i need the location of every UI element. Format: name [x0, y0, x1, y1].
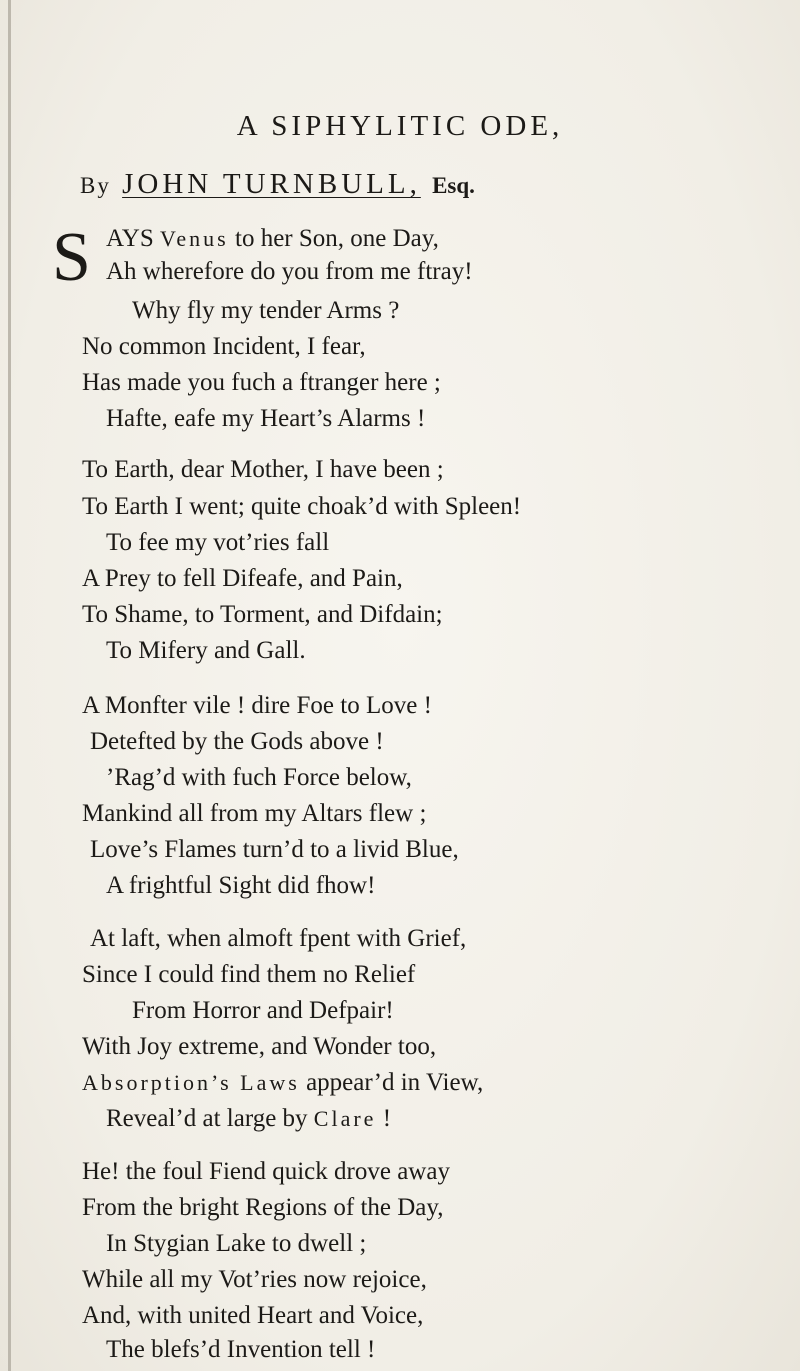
stanza-5-line-1: He! the foul Fiend quick drove away	[82, 1158, 450, 1185]
line-text-start: AYS	[106, 225, 160, 252]
stanza-1-line-2: Ah wherefore do you from me ftray!	[106, 258, 473, 285]
stanza-5-line-4: While all my Vot’ries now rejoice,	[82, 1266, 427, 1293]
stanza-2-line-1: To Earth, dear Mother, I have been ;	[82, 456, 444, 483]
stanza-5-line-3: In Stygian Lake to dwell ;	[106, 1230, 367, 1257]
ode-title: A SIPHYLITIC ODE,	[236, 110, 564, 142]
stanza-3-line-2: Detefted by the Gods above !	[90, 728, 384, 755]
author-title: Esq.	[432, 173, 475, 198]
stanza-4-line-3: From Horror and Defpair!	[132, 997, 394, 1024]
name-venus: Venus	[159, 226, 229, 251]
stanza-4-line-2: Since I could find them no Relief	[82, 961, 416, 988]
stanza-1-line-5: Has made you fuch a ftranger here ;	[82, 369, 441, 396]
stanza-3-line-6: A frightful Sight did fhow!	[106, 872, 376, 899]
line-text-start: Reveal’d at large by	[106, 1105, 314, 1132]
stanza-3-line-5: Love’s Flames turn’d to a livid Blue,	[90, 836, 459, 863]
stanza-1-line-3: Why fly my tender Arms ?	[132, 297, 400, 324]
author-name: JOHN TURNBULL,	[122, 168, 421, 200]
author-byline	[80, 168, 800, 201]
stanza-4-line-1: At laft, when almoft fpent with Grief,	[90, 925, 467, 952]
stanza-1-line-6: Hafte, eafe my Heart’s Alarms !	[106, 405, 426, 432]
line-text-end: to her Son, one Day,	[228, 225, 439, 252]
stanza-3-line-4: Mankind all from my Altars flew ;	[82, 800, 427, 827]
stanza-1-line-1	[106, 224, 439, 254]
stanza-3-line-3: ’Rag’d with fuch Force below,	[106, 764, 412, 791]
byline-by: By	[80, 173, 111, 198]
line-text-end: !	[376, 1105, 392, 1132]
stanza-2-line-2: To Earth I went; quite choak’d with Spleen!	[82, 493, 522, 520]
stanza-1-line-4: No common Incident, I fear,	[82, 333, 366, 360]
stanza-2-line-5: To Shame, to Torment, and Difdain;	[82, 601, 443, 628]
absorption-laws: Absorption’s Laws	[82, 1070, 300, 1095]
stanza-4-line-4: With Joy extreme, and Wonder too,	[82, 1033, 437, 1060]
stanza-4-line-6	[106, 1104, 391, 1134]
stanza-2-line-4: A Prey to fell Difeafe, and Pain,	[82, 565, 403, 592]
stanza-5-line-5: And, with united Heart and Voice,	[82, 1302, 424, 1329]
line-text-end: appear’d in View,	[299, 1069, 484, 1096]
stanza-5-line-6: The blefs’d Invention tell !	[106, 1336, 376, 1363]
stanza-3-line-1: A Monfter vile ! dire Foe to Love !	[82, 692, 432, 719]
stanza-2-line-3: To fee my vot’ries fall	[106, 529, 330, 556]
name-clare: Clare	[313, 1106, 377, 1131]
drop-cap: S	[52, 219, 91, 296]
page-binding-edge	[8, 0, 11, 1371]
stanza-4-line-5	[82, 1068, 483, 1098]
stanza-5-line-2: From the bright Regions of the Day,	[82, 1194, 444, 1221]
stanza-2-line-6: To Mifery and Gall.	[106, 637, 306, 664]
